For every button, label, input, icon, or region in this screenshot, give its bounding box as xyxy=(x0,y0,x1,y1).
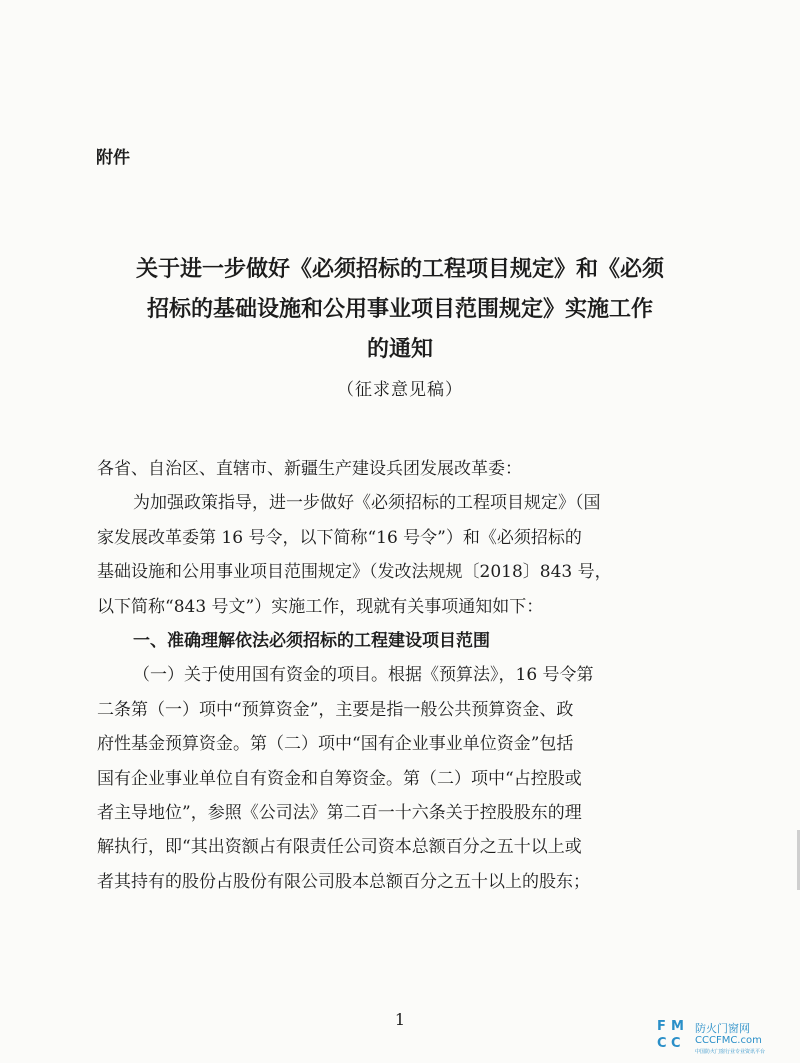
paragraph-line: 府性基金预算资金。第（二）项中“国有企业事业单位资金”包括 xyxy=(97,734,574,755)
paragraph-line: （一）关于使用国有资金的项目。根据《预算法》，16 号令第 xyxy=(133,665,594,686)
paragraph-line: 解执行，即“其出资额占有限责任公司资本总额百分之五十以上或 xyxy=(97,837,582,858)
title-line: 的通知 xyxy=(366,337,433,362)
intro-line: 以下简称“843 号文”）实施工作，现就有关事项通知如下： xyxy=(97,596,544,617)
intro-line: 为加强政策指导，进一步做好《必须招标的工程项目规定》（国 xyxy=(133,493,601,514)
attachment-label: 附件 xyxy=(96,148,130,168)
watermark-site-name: 防火门窗网 xyxy=(695,1022,750,1035)
intro-line: 基础设施和公用事业项目范围规定》（发改法规规〔2018〕843 号， xyxy=(97,562,612,583)
paragraph-line: 者主导地位”，参照《公司法》第二百一十六条关于控股股东的理 xyxy=(97,803,582,824)
salutation: 各省、自治区、直辖市、新疆生产建设兵团发展改革委： xyxy=(97,459,522,479)
paragraph-line: 国有企业事业单位自有资金和自筹资金。第（二）项中“占控股或 xyxy=(97,768,582,789)
document-body xyxy=(97,452,717,899)
title-line: 招标的基础设施和公用事业项目范围规定》实施工作 xyxy=(146,297,653,322)
watermark-logo-icon: F M C C xyxy=(657,1019,684,1051)
section-heading: 一、准确理解依法必须招标的工程建设项目范围 xyxy=(133,631,490,652)
paragraph-line: 二条第（一）项中“预算资金”，主要是指一般公共预算资金、政 xyxy=(97,699,574,720)
intro-line: 家发展改革委第 16 号令，以下简称“16 号令”）和《必须招标的 xyxy=(97,527,582,548)
watermark-domain: CCCFMC.com xyxy=(695,1035,762,1046)
paragraph-line: 者其持有的股份占股份有限公司股本总额百分之五十以上的股东； xyxy=(97,871,590,892)
document-subtitle: （征求意见稿） xyxy=(337,380,463,400)
watermark-tagline: 中国防火门窗行业专业资讯平台 xyxy=(695,1049,766,1055)
page-number: 1 xyxy=(394,1010,406,1029)
document-title xyxy=(60,250,740,370)
watermark xyxy=(655,1019,795,1059)
title-line: 关于进一步做好《必须招标的工程项目规定》和《必须 xyxy=(135,257,664,282)
